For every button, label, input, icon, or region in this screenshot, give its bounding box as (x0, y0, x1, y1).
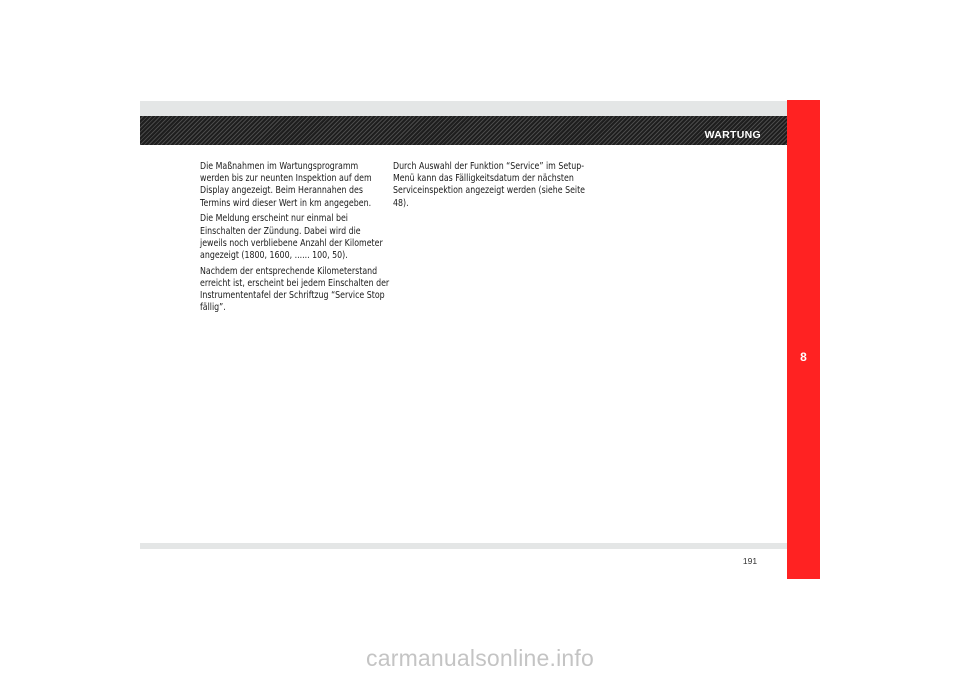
paragraph: Durch Auswahl der Funktion “Service” im Setup-Menü kann das Fälligkeitsdatum der nächsten Serviceinspektion angezeigt werden (siehe Seite 48). (393, 161, 586, 209)
top-gray-band (140, 101, 787, 116)
paragraph: Nachdem der entsprechende Kilometerstand erreicht ist, erscheint bei jedem Einschalten der Instrumententafel der Schriftzug “Service Stop fällig”. (200, 265, 390, 314)
paragraph: Die Maßnahmen im Wartungsprogramm werden bis zur neunten Inspektion auf dem Display angezeigt. Beim Herannahen des Termins wird dieser Wert in km angegeben. (200, 161, 372, 209)
chapter-number: 8 (800, 350, 807, 364)
paragraph: Die Meldung erscheint nur einmal bei Einschalten der Zündung. Dabei wird die jeweils noch verbliebene Anzahl der Kilometer angezeigt (1800, 1600, ...... 100, 50). (200, 213, 383, 262)
section-title: WARTUNG (704, 129, 761, 141)
bottom-gray-band (140, 543, 787, 549)
section-header-bar (140, 116, 787, 145)
right-text-column (393, 161, 588, 213)
left-text-column (200, 161, 390, 318)
watermark-link[interactable]: carmanualsonline.info (366, 645, 594, 671)
page-number: 191 (742, 556, 758, 566)
chapter-tab (787, 100, 820, 579)
